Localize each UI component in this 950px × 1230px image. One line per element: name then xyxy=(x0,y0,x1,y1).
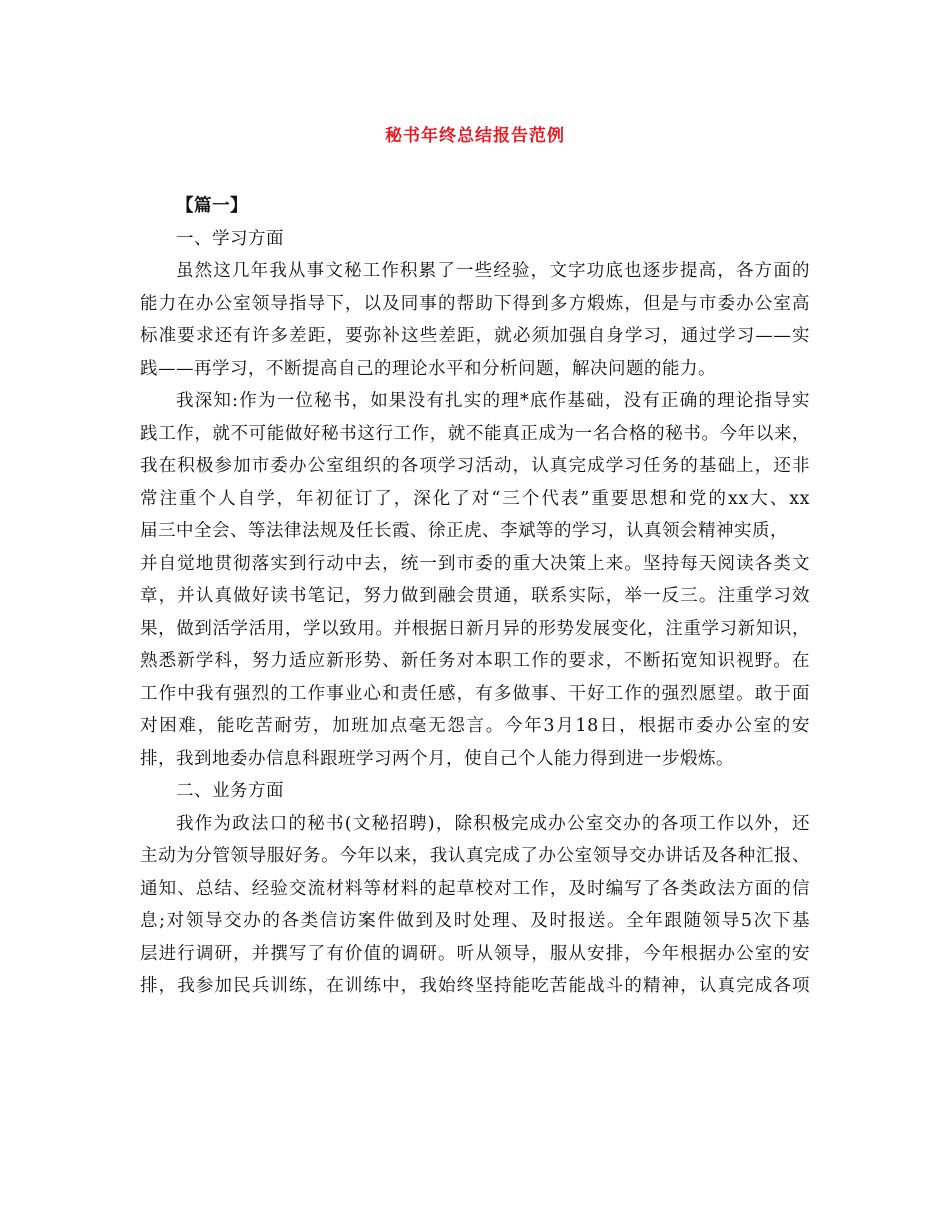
text-line: 果，做到活学活用，学以致用。并根据日新月异的形势发展变化，注重学习新知识， xyxy=(140,618,810,639)
text-line: 层进行调研，并撰写了有价值的调研。听从领导，服从安排，今年根据办公室的安 xyxy=(140,943,810,964)
text-line: 通知、总结、经验交流材料等材料的起草校对工作，及时编写了各类政法方面的信 xyxy=(140,878,810,899)
text-line: 对困难，能吃苦耐劳，加班加点毫无怨言。今年3月18日，根据市委办公室的安 xyxy=(140,716,810,736)
text-line: 一、学习方面 xyxy=(176,228,284,249)
section-marker: 【篇一】 xyxy=(176,196,248,216)
text-line: 章，并认真做好读书笔记，努力做到融会贯通，联系实际，举一反三。注重学习效 xyxy=(140,586,810,606)
text-line: 排，我参加民兵训练，在训练中，我始终坚持能吃苦能战斗的精神，认真完成各项 xyxy=(140,976,810,996)
text-line: 主动为分管领导服好务。今年以来，我认真完成了办公室领导交办讲话及各种汇报、 xyxy=(140,846,810,866)
text-line: 常注重个人自学，年初征订了，深化了对“三个代表”重要思想和党的xx大、xx xyxy=(140,488,810,509)
document-body xyxy=(140,190,810,1003)
text-line: 标准要求还有许多差距，要弥补这些差距，就必须加强自身学习，通过学习——实 xyxy=(140,326,810,346)
text-line: 工作中我有强烈的工作事业心和责任感，有多做事、干好工作的强烈愿望。敢于面 xyxy=(140,683,810,704)
text-line: 熟悉新学科，努力适应新形势、新任务对本职工作的要求，不断拓宽知识视野。在 xyxy=(140,651,810,671)
text-line: 二、业务方面 xyxy=(176,781,284,801)
text-line: 届三中全会、等法律法规及任长霞、徐正虎、李斌等的学习，认真领会精神实质， xyxy=(140,521,788,541)
text-line: 排，我到地委办信息科跟班学习两个月，使自己个人能力得到进一步煅炼。 xyxy=(140,748,734,769)
text-line: 能力在办公室领导指导下，以及同事的帮助下得到多方煅炼，但是与市委办公室高 xyxy=(140,293,810,314)
text-line: 虽然这几年我从事文秘工作积累了一些经验，文字功底也逐步提高，各方面的 xyxy=(176,261,810,281)
text-line: 践工作，就不可能做好秘书这行工作，就不能真正成为一名合格的秘书。今年以来， xyxy=(140,423,810,444)
text-line: 我深知:作为一位秘书，如果没有扎实的理*底作基础，没有正确的理论指导实 xyxy=(176,391,810,411)
text-line: 并自觉地贯彻落实到行动中去，统一到市委的重大决策上来。坚持每天阅读各类文 xyxy=(140,553,810,574)
text-line: 践——再学习，不断提高自己的理论水平和分析问题，解决问题的能力。 xyxy=(140,358,716,379)
document-title: 秘书年终总结报告范例 xyxy=(385,126,565,146)
text-line: 息;对领导交办的各类信访案件做到及时处理、及时报送。全年跟随领导5次下基 xyxy=(140,911,810,931)
text-line: 我作为政法口的秘书(文秘招聘)，除积极完成办公室交办的各项工作以外，还 xyxy=(176,813,810,834)
text-line: 我在积极参加市委办公室组织的各项学习活动，认真完成学习任务的基础上，还非 xyxy=(140,456,810,476)
